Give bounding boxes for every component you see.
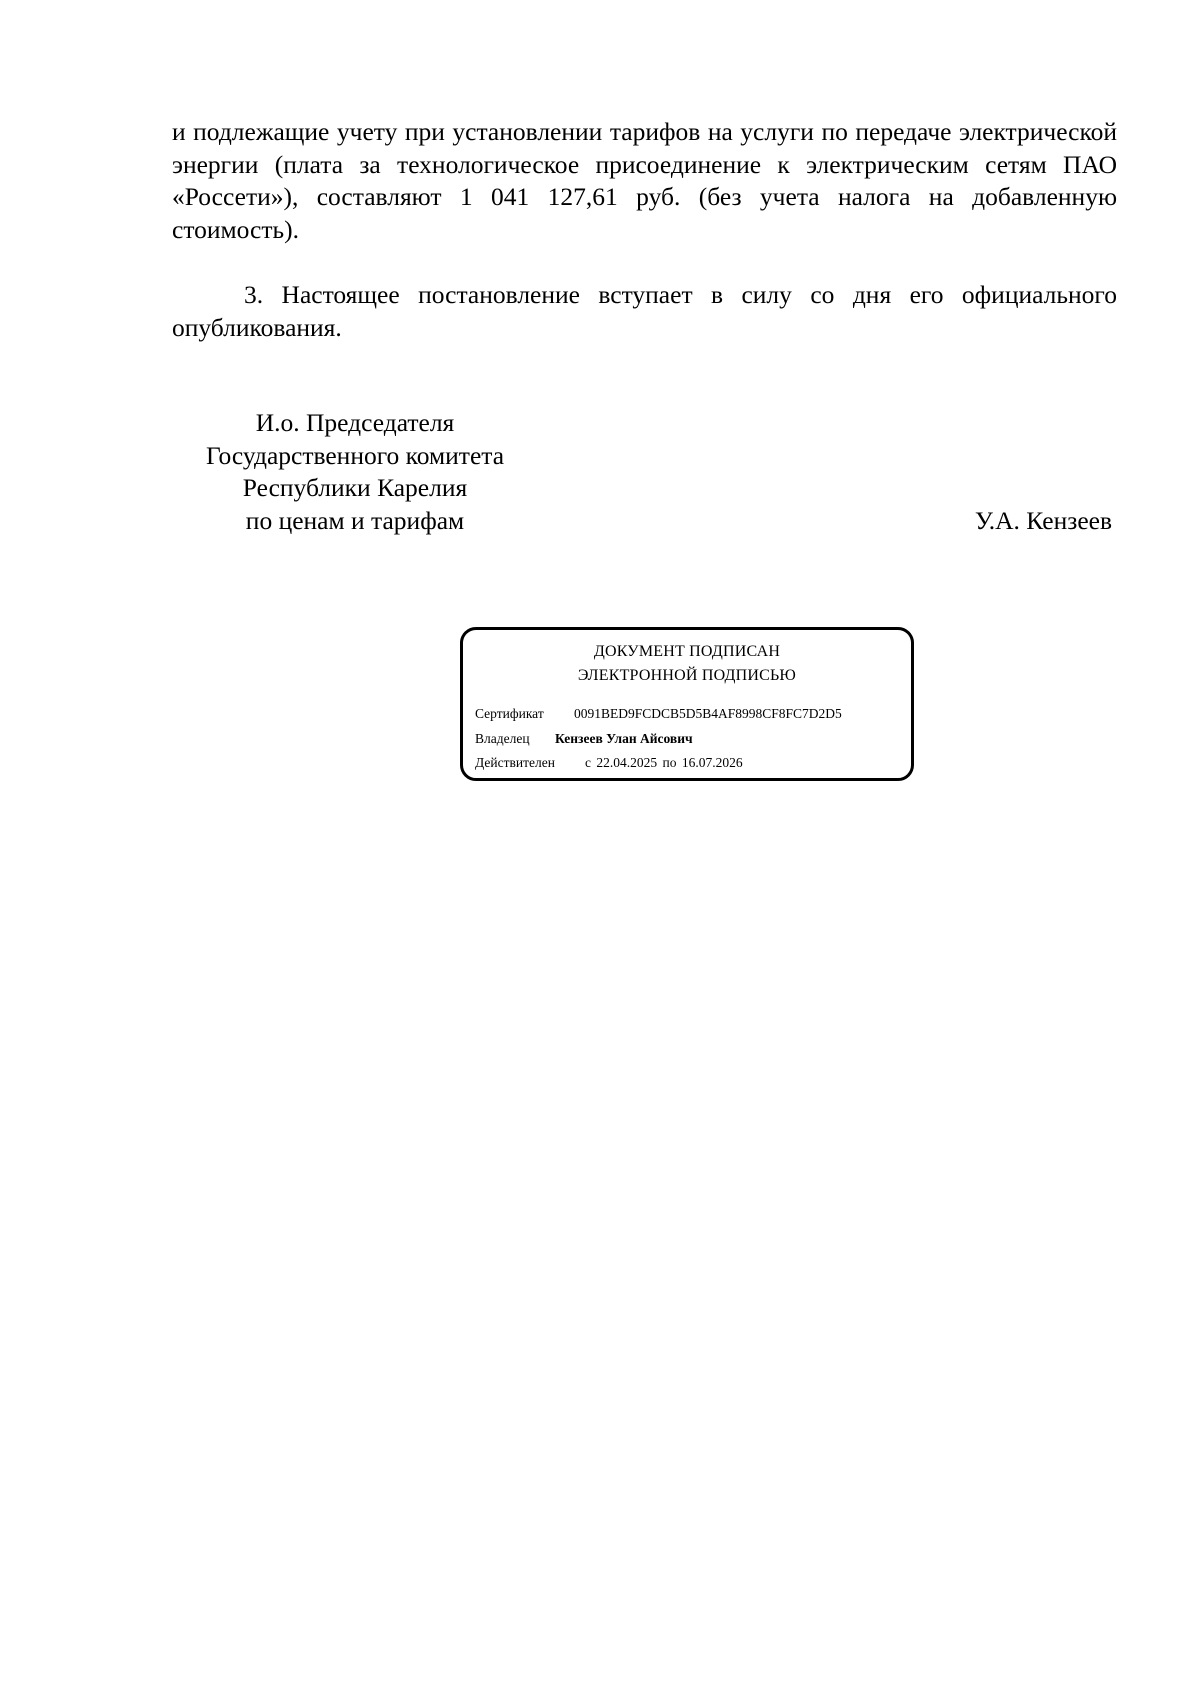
stamp-title (463, 640, 911, 688)
stamp-validity-row (475, 754, 743, 772)
stamp-validity-value: с 22.04.2025 по 16.07.2026 (585, 755, 743, 770)
paragraph-continuation: и подлежащие учету при установлении тарифов на услуги по передаче электрической энергии (плата за технологическое присоединение к электрическим сетям ПАО «Россети»), составляют 1 041 127,61 руб. (без учета налога на добавленную стоимость). (172, 117, 1117, 244)
stamp-validity-label: Действителен (475, 755, 555, 770)
electronic-signature-stamp (460, 627, 914, 781)
stamp-owner-row (475, 730, 693, 748)
stamp-owner-value: Кензеев Улан Айсович (555, 731, 693, 746)
signatory-position-line-3: Республики Карелия (242, 473, 468, 502)
stamp-title-line-2: ЭЛЕКТРОННОЙ ПОДПИСЬЮ (577, 667, 797, 684)
stamp-certificate-row (475, 705, 842, 723)
paragraph-item-3: 3. Настоящее постановление вступает в силу со дня его официального опубликования. (172, 280, 1117, 342)
stamp-owner-label: Владелец (475, 731, 530, 746)
signer-name: У.А. Кензеев (974, 506, 1112, 535)
signatory-position (180, 407, 530, 537)
signatory-position-line-4: по ценам и тарифам (245, 505, 465, 535)
signatory-position-line-2: Государственного комитета (205, 440, 505, 470)
stamp-title-line-1: ДОКУМЕНТ ПОДПИСАН (593, 643, 781, 660)
stamp-certificate-label: Сертификат (475, 706, 544, 721)
signatory-position-line-1: И.о. Председателя (255, 408, 455, 437)
stamp-certificate-value: 0091BED9FCDCB5D5B4AF8998CF8FC7D2D5 (574, 706, 842, 721)
